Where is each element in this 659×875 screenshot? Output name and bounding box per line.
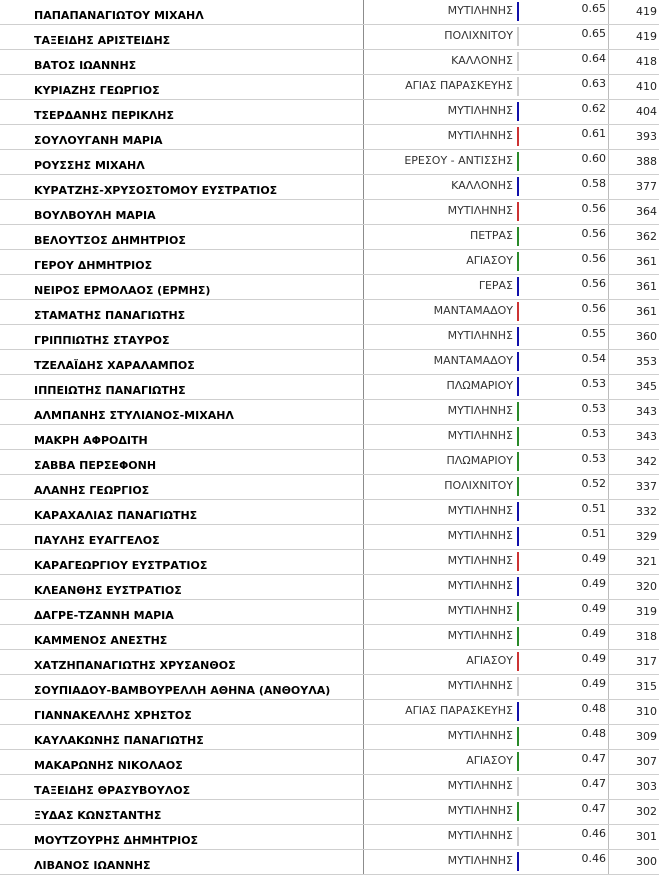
candidate-name: ΤΑΞΕΙΔΗΣ ΘΡΑΣΥΒΟΥΛΟΣ <box>0 775 364 799</box>
table-row <box>0 350 659 375</box>
table-row <box>0 550 659 575</box>
municipality-name: ΑΓΙΑΣΟΥ <box>466 254 513 267</box>
municipality-name: ΜΥΤΙΛΗΝΗΣ <box>447 829 513 842</box>
votes-count: 404 <box>636 105 657 118</box>
score-value: 0.46 <box>520 825 609 849</box>
votes-count: 309 <box>636 730 657 743</box>
score-value: 0.58 <box>520 175 609 199</box>
candidate-name: ΓΙΑΝΝΑΚΕΛΛΗΣ ΧΡΗΣΤΟΣ <box>0 700 364 724</box>
votes-count: 419 <box>636 30 657 43</box>
table-row <box>0 800 659 825</box>
party-color-bar <box>517 2 519 21</box>
score-value: 0.61 <box>520 125 609 149</box>
table-row <box>0 200 659 225</box>
table-row <box>0 300 659 325</box>
municipality-name: ΜΥΤΙΛΗΝΗΣ <box>447 429 513 442</box>
party-color-bar <box>517 277 519 296</box>
candidate-name: ΚΛΕΑΝΘΗΣ ΕΥΣΤΡΑΤΙΟΣ <box>0 575 364 599</box>
party-color-bar <box>517 177 519 196</box>
table-row <box>0 575 659 600</box>
score-value: 0.53 <box>520 400 609 424</box>
table-row <box>0 650 659 675</box>
municipality-name: ΜΥΤΙΛΗΝΗΣ <box>447 854 513 867</box>
table-row <box>0 150 659 175</box>
municipality-name: ΜΥΤΙΛΗΝΗΣ <box>447 204 513 217</box>
score-value: 0.49 <box>520 600 609 624</box>
municipality-name: ΜΥΤΙΛΗΝΗΣ <box>447 579 513 592</box>
table-row <box>0 50 659 75</box>
candidate-name: ΤΣΕΡΔΑΝΗΣ ΠΕΡΙΚΛΗΣ <box>0 100 364 124</box>
votes-count: 361 <box>636 255 657 268</box>
municipality-name: ΜΑΝΤΑΜΑΔΟΥ <box>433 304 513 317</box>
municipality-name: ΠΕΤΡΑΣ <box>469 229 513 242</box>
table-row <box>0 125 659 150</box>
candidate-name: ΜΑΚΡΗ ΑΦΡΟΔΙΤΗ <box>0 425 364 449</box>
candidate-name: ΚΑΡΑΓΕΩΡΓΙΟΥ ΕΥΣΤΡΑΤΙΟΣ <box>0 550 364 574</box>
candidate-name: ΣΟΥΛΟΥΓΑΝΗ ΜΑΡΙΑ <box>0 125 364 149</box>
candidate-name: ΡΟΥΣΣΗΣ ΜΙΧΑΗΛ <box>0 150 364 174</box>
candidate-name: ΒΕΛΟΥΤΣΟΣ ΔΗΜΗΤΡΙΟΣ <box>0 225 364 249</box>
table-row <box>0 625 659 650</box>
party-color-bar <box>517 527 519 546</box>
score-value: 0.56 <box>520 250 609 274</box>
party-color-bar <box>517 27 519 46</box>
score-value: 0.65 <box>520 25 609 49</box>
score-value: 0.55 <box>520 325 609 349</box>
votes-count: 303 <box>636 780 657 793</box>
candidate-name: ΣΑΒΒΑ ΠΕΡΣΕΦΟΝΗ <box>0 450 364 474</box>
municipality-name: ΜΥΤΙΛΗΝΗΣ <box>447 629 513 642</box>
score-value: 0.49 <box>520 625 609 649</box>
party-color-bar <box>517 552 519 571</box>
votes-count: 361 <box>636 280 657 293</box>
table-row <box>0 400 659 425</box>
municipality-name: ΜΥΤΙΛΗΝΗΣ <box>447 4 513 17</box>
score-value: 0.64 <box>520 50 609 74</box>
candidate-name: ΞΥΔΑΣ ΚΩΝΣΤΑΝΤΗΣ <box>0 800 364 824</box>
score-value: 0.47 <box>520 775 609 799</box>
party-color-bar <box>517 702 519 721</box>
candidate-name: ΚΑΥΛΑΚΩΝΗΣ ΠΑΝΑΓΙΩΤΗΣ <box>0 725 364 749</box>
candidate-name: ΚΥΡΑΤΖΗΣ-ΧΡΥΣΟΣΤΟΜΟΥ ΕΥΣΤΡΑΤΙΟΣ <box>0 175 364 199</box>
candidate-name: ΔΑΓΡΕ-ΤΖΑΝΝΗ ΜΑΡΙΑ <box>0 600 364 624</box>
table-row <box>0 225 659 250</box>
municipality-name: ΑΓΙΑΣΟΥ <box>466 754 513 767</box>
party-color-bar <box>517 52 519 71</box>
votes-count: 410 <box>636 80 657 93</box>
party-color-bar <box>517 152 519 171</box>
candidate-name: ΚΥΡΙΑΖΗΣ ΓΕΩΡΓΙΟΣ <box>0 75 364 99</box>
table-row <box>0 525 659 550</box>
candidate-name: ΣΤΑΜΑΤΗΣ ΠΑΝΑΓΙΩΤΗΣ <box>0 300 364 324</box>
score-value: 0.56 <box>520 225 609 249</box>
party-color-bar <box>517 402 519 421</box>
party-color-bar <box>517 452 519 471</box>
party-color-bar <box>517 377 519 396</box>
votes-count: 361 <box>636 305 657 318</box>
score-value: 0.49 <box>520 575 609 599</box>
municipality-name: ΕΡΕΣΟΥ - ΑΝΤΙΣΣΗΣ <box>404 154 513 167</box>
municipality-name: ΠΟΛΙΧΝΙΤΟΥ <box>444 29 513 42</box>
votes-count: 329 <box>636 530 657 543</box>
votes-count: 353 <box>636 355 657 368</box>
party-color-bar <box>517 677 519 696</box>
score-value: 0.48 <box>520 700 609 724</box>
party-color-bar <box>517 752 519 771</box>
score-value: 0.49 <box>520 675 609 699</box>
votes-count: 342 <box>636 455 657 468</box>
votes-count: 317 <box>636 655 657 668</box>
party-color-bar <box>517 777 519 796</box>
municipality-name: ΑΓΙΑΣ ΠΑΡΑΣΚΕΥΗΣ <box>405 79 513 92</box>
votes-count: 345 <box>636 380 657 393</box>
votes-count: 393 <box>636 130 657 143</box>
table-row <box>0 175 659 200</box>
party-color-bar <box>517 427 519 446</box>
municipality-name: ΚΑΛΛΟΝΗΣ <box>451 54 513 67</box>
candidate-name: ΚΑΡΑΧΑΛΙΑΣ ΠΑΝΑΓΙΩΤΗΣ <box>0 500 364 524</box>
party-color-bar <box>517 802 519 821</box>
score-value: 0.49 <box>520 550 609 574</box>
party-color-bar <box>517 477 519 496</box>
votes-count: 320 <box>636 580 657 593</box>
candidate-name: ΤΑΞΕΙΔΗΣ ΑΡΙΣΤΕΙΔΗΣ <box>0 25 364 49</box>
municipality-name: ΓΕΡΑΣ <box>478 279 513 292</box>
candidate-name: ΣΟΥΠΙΑΔΟΥ-ΒΑΜΒΟΥΡΕΛΛΗ ΑΘΗΝΑ (ΑΝΘΟΥΛΑ) <box>0 675 364 699</box>
party-color-bar <box>517 502 519 521</box>
party-color-bar <box>517 127 519 146</box>
party-color-bar <box>517 827 519 846</box>
municipality-name: ΠΛΩΜΑΡΙΟΥ <box>446 379 513 392</box>
candidate-name: ΜΟΥΤΖΟΥΡΗΣ ΔΗΜΗΤΡΙΟΣ <box>0 825 364 849</box>
votes-count: 337 <box>636 480 657 493</box>
votes-count: 364 <box>636 205 657 218</box>
score-value: 0.53 <box>520 375 609 399</box>
votes-count: 418 <box>636 55 657 68</box>
municipality-name: ΚΑΛΛΟΝΗΣ <box>451 179 513 192</box>
table-row <box>0 775 659 800</box>
municipality-name: ΜΥΤΙΛΗΝΗΣ <box>447 404 513 417</box>
table-row <box>0 750 659 775</box>
table-row <box>0 100 659 125</box>
party-color-bar <box>517 227 519 246</box>
party-color-bar <box>517 727 519 746</box>
votes-count: 301 <box>636 830 657 843</box>
municipality-name: ΜΥΤΙΛΗΝΗΣ <box>447 104 513 117</box>
score-value: 0.47 <box>520 750 609 774</box>
score-value: 0.48 <box>520 725 609 749</box>
table-row <box>0 675 659 700</box>
party-color-bar <box>517 652 519 671</box>
municipality-name: ΜΑΝΤΑΜΑΔΟΥ <box>433 354 513 367</box>
candidate-name: ΒΟΥΛΒΟΥΛΗ ΜΑΡΙΑ <box>0 200 364 224</box>
party-color-bar <box>517 602 519 621</box>
party-color-bar <box>517 327 519 346</box>
votes-count: 310 <box>636 705 657 718</box>
municipality-name: ΜΥΤΙΛΗΝΗΣ <box>447 779 513 792</box>
municipality-name: ΜΥΤΙΛΗΝΗΣ <box>447 504 513 517</box>
party-color-bar <box>517 627 519 646</box>
votes-count: 388 <box>636 155 657 168</box>
table-row <box>0 25 659 50</box>
score-value: 0.47 <box>520 800 609 824</box>
candidate-name: ΜΑΚΑΡΩΝΗΣ ΝΙΚΟΛΑΟΣ <box>0 750 364 774</box>
municipality-name: ΜΥΤΙΛΗΝΗΣ <box>447 679 513 692</box>
score-value: 0.56 <box>520 300 609 324</box>
score-value: 0.51 <box>520 525 609 549</box>
votes-count: 360 <box>636 330 657 343</box>
candidate-name: ΓΕΡΟΥ ΔΗΜΗΤΡΙΟΣ <box>0 250 364 274</box>
table-row <box>0 850 659 875</box>
candidate-name: ΚΑΜΜΕΝΟΣ ΑΝΕΣΤΗΣ <box>0 625 364 649</box>
party-color-bar <box>517 852 519 871</box>
municipality-name: ΑΓΙΑΣ ΠΑΡΑΣΚΕΥΗΣ <box>405 704 513 717</box>
votes-count: 377 <box>636 180 657 193</box>
score-value: 0.53 <box>520 425 609 449</box>
municipality-name: ΠΛΩΜΑΡΙΟΥ <box>446 454 513 467</box>
score-value: 0.51 <box>520 500 609 524</box>
party-color-bar <box>517 577 519 596</box>
votes-count: 318 <box>636 630 657 643</box>
score-value: 0.54 <box>520 350 609 374</box>
score-value: 0.60 <box>520 150 609 174</box>
table-row <box>0 725 659 750</box>
candidate-name: ΙΠΠΕΙΩΤΗΣ ΠΑΝΑΓΙΩΤΗΣ <box>0 375 364 399</box>
municipality-name: ΜΥΤΙΛΗΝΗΣ <box>447 729 513 742</box>
table-row <box>0 375 659 400</box>
votes-count: 315 <box>636 680 657 693</box>
municipality-name: ΜΥΤΙΛΗΝΗΣ <box>447 804 513 817</box>
score-value: 0.52 <box>520 475 609 499</box>
table-row <box>0 325 659 350</box>
municipality-name: ΜΥΤΙΛΗΝΗΣ <box>447 129 513 142</box>
table-row <box>0 0 659 25</box>
table-row <box>0 450 659 475</box>
votes-count: 321 <box>636 555 657 568</box>
score-value: 0.53 <box>520 450 609 474</box>
candidate-name: ΑΛΜΠΑΝΗΣ ΣΤΥΛΙΑΝΟΣ-ΜΙΧΑΗΛ <box>0 400 364 424</box>
party-color-bar <box>517 302 519 321</box>
candidate-name: ΓΡΙΠΠΙΩΤΗΣ ΣΤΑΥΡΟΣ <box>0 325 364 349</box>
candidate-name: ΛΙΒΑΝΟΣ ΙΩΑΝΝΗΣ <box>0 850 364 874</box>
table-row <box>0 700 659 725</box>
votes-count: 332 <box>636 505 657 518</box>
score-value: 0.65 <box>520 0 609 24</box>
table-row <box>0 275 659 300</box>
table-row <box>0 600 659 625</box>
votes-count: 300 <box>636 855 657 868</box>
score-value: 0.56 <box>520 275 609 299</box>
votes-count: 419 <box>636 5 657 18</box>
votes-count: 307 <box>636 755 657 768</box>
votes-count: 302 <box>636 805 657 818</box>
candidate-name: ΠΑΥΛΗΣ ΕΥΑΓΓΕΛΟΣ <box>0 525 364 549</box>
candidate-name: ΝΕΙΡΟΣ ΕΡΜΟΛΑΟΣ (ΕΡΜΗΣ) <box>0 275 364 299</box>
municipality-name: ΑΓΙΑΣΟΥ <box>466 654 513 667</box>
table-row <box>0 75 659 100</box>
votes-count: 343 <box>636 405 657 418</box>
votes-count: 343 <box>636 430 657 443</box>
score-value: 0.49 <box>520 650 609 674</box>
table-row <box>0 475 659 500</box>
party-color-bar <box>517 77 519 96</box>
score-value: 0.62 <box>520 100 609 124</box>
party-color-bar <box>517 202 519 221</box>
municipality-name: ΜΥΤΙΛΗΝΗΣ <box>447 329 513 342</box>
votes-count: 319 <box>636 605 657 618</box>
party-color-bar <box>517 252 519 271</box>
table-row <box>0 250 659 275</box>
municipality-name: ΜΥΤΙΛΗΝΗΣ <box>447 529 513 542</box>
candidate-name: ΑΛΑΝΗΣ ΓΕΩΡΓΙΟΣ <box>0 475 364 499</box>
municipality-name: ΜΥΤΙΛΗΝΗΣ <box>447 554 513 567</box>
candidate-name: ΧΑΤΖΗΠΑΝΑΓΙΩΤΗΣ ΧΡΥΣΑΝΘΟΣ <box>0 650 364 674</box>
candidate-name: ΠΑΠΑΠΑΝΑΓΙΩΤΟΥ ΜΙΧΑΗΛ <box>0 0 364 24</box>
score-value: 0.46 <box>520 850 609 874</box>
table-row <box>0 825 659 850</box>
score-value: 0.56 <box>520 200 609 224</box>
party-color-bar <box>517 352 519 371</box>
municipality-name: ΜΥΤΙΛΗΝΗΣ <box>447 604 513 617</box>
candidate-name: ΤΖΕΛΑΪΔΗΣ ΧΑΡΑΛΑΜΠΟΣ <box>0 350 364 374</box>
score-value: 0.63 <box>520 75 609 99</box>
municipality-name: ΠΟΛΙΧΝΙΤΟΥ <box>444 479 513 492</box>
votes-count: 362 <box>636 230 657 243</box>
party-color-bar <box>517 102 519 121</box>
candidate-name: ΒΑΤΟΣ ΙΩΑΝΝΗΣ <box>0 50 364 74</box>
table-row <box>0 425 659 450</box>
table-row <box>0 500 659 525</box>
